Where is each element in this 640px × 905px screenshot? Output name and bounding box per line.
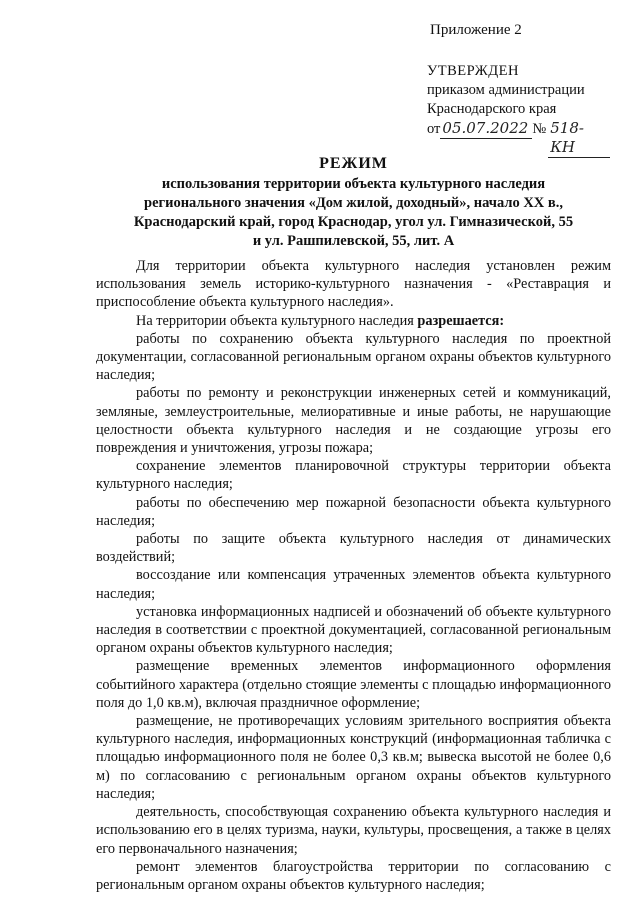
number-prefix: № xyxy=(532,121,547,137)
allowed-prefix: На территории объекта культурного наследия xyxy=(136,312,418,329)
allowed-bold: разрешается: xyxy=(417,312,505,329)
heading-line-2: регионального значения «Дом жилой, доходный», начало XX в., xyxy=(144,195,563,211)
approval-title: УТВЕРЖДЕН xyxy=(427,63,519,79)
appendix-label: Приложение 2 xyxy=(430,22,522,38)
list-item: размещение, не противоречащих условиям зрительного восприятия объекта культурного наследия, информационных конструкций (информационная табличка с площадью информационного поля не более 0,3 кв.м; вывеска высотой не более 0,6 м) по согласованию с региональным органом охраны объектов культурного наследия; xyxy=(96,713,611,802)
approval-date-number xyxy=(427,119,610,158)
heading-line-4: и ул. Рашпилевской, 55, лит. А xyxy=(252,233,455,249)
approval-block xyxy=(427,62,610,158)
list-item: размещение временных элементов информационного оформления событийного характера (отдельно стоящие элементы с площадью информационного поля до 1,0 кв.м), включая праздничное оформление; xyxy=(96,658,611,711)
list-item: установка информационных надписей и обозначений об объекте культурного наследия в соответствии с проектной документацией, согласованной региональным органом охраны объектов культурного наследия; xyxy=(96,603,611,657)
list-item: работы по защите объекта культурного наследия от динамических воздействий; xyxy=(96,531,611,566)
date-prefix: от xyxy=(427,121,441,137)
approval-line-1: приказом администрации xyxy=(427,82,585,98)
intro-paragraph: Для территории объекта культурного наследия установлен режим использования земель историко-культурного назначения - «Реставрация и приспособление объекта культурного наследия». xyxy=(96,258,611,311)
heading-line-1: использования территории объекта культурного наследия xyxy=(161,176,546,192)
list-item: сохранение элементов планировочной структуры территории объекта культурного наследия; xyxy=(96,458,611,493)
document-title: РЕЖИМ xyxy=(319,155,388,172)
list-item: воссоздание или компенсация утраченных элементов объекта культурного наследия; xyxy=(96,567,611,602)
approval-line-2: Краснодарского края xyxy=(427,101,557,117)
allowed-paragraph xyxy=(96,312,611,330)
list-item: ремонт элементов благоустройства территории по согласованию с региональным органом охраны объектов культурного наследия; xyxy=(96,858,611,893)
list-item: работы по ремонту и реконструкции инженерных сетей и коммуникаций, земляные, землеустроительные, мелиоративные и иные работы, не нарушающие целостности объекта культурного наследия и не создающие угрозы его повреждения и уничтожения, угрозы пожара; xyxy=(96,385,611,457)
document-heading xyxy=(96,155,611,251)
list-item: работы по обеспечению мер пожарной безопасности объекта культурного наследия; xyxy=(96,494,611,529)
list-item: работы по сохранению объекта культурного наследия по проектной документации, согласованной региональным органом охраны объектов культурного наследия; xyxy=(96,330,611,384)
document-body xyxy=(96,257,611,894)
handwritten-number: 518-КН xyxy=(548,119,610,158)
heading-line-3: Краснодарский край, город Краснодар, угол ул. Гимназической, 55 xyxy=(133,214,574,230)
handwritten-date: 05.07.2022 xyxy=(440,119,532,139)
list-item: деятельность, способствующая сохранению объекта культурного наследия и использованию его в целях туризма, науки, культуры, просвещения, а также в целях его первоначального назначения; xyxy=(96,804,611,857)
